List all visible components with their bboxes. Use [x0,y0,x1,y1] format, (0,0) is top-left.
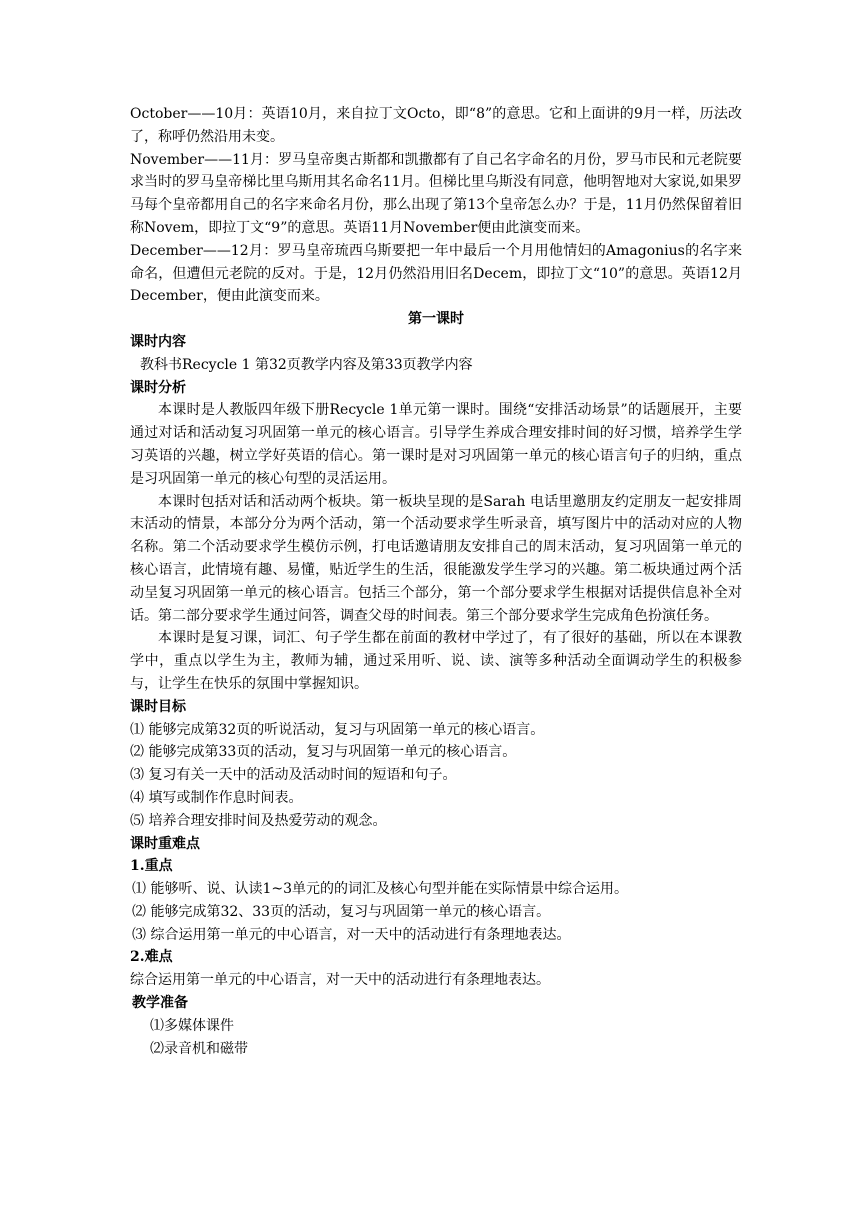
difficult-points-heading: 2.难点 [130,949,173,966]
month-paragraph-november: November——11月：罗马皇帝奥古斯都和凯撒都有了自己名字命名的月份，罗马市民和元老院要求当时的罗马皇帝梯比里乌斯用其名命名11月。但梯比里乌斯没有同意，他明智地对大家说,如果罗马每个皇帝都用自己的名字来命名月份，那么出现了第13个皇帝怎么办？于是，11月仍然保留着旧称Novem，即拉丁文“9”的意思。英语11月November便由此演变而来。 [130,151,742,236]
key-point-item: ⑵ 能够完成第32、33页的活动，复习与巩固第一单元的核心语言。 [132,903,551,920]
goals-heading: 课时目标 [130,698,186,715]
goal-item: ⑵ 能够完成第33页的活动，复习与巩固第一单元的核心语言。 [130,744,517,761]
key-point-item: ⑴ 能够听、说、认读1~3单元的的词汇及核心句型并能在实际情景中综合运用。 [132,881,628,898]
analysis-heading: 课时分析 [130,379,186,396]
analysis-paragraph: 本课时包括对话和活动两个板块。第一板块呈现的是Sarah 电话里邀朋友约定朋友一起安排周末活动的情景，本部分分为两个活动，第一个活动要求学生听录音，填写图片中的活动对应的人物名称。第二个活动要求学生模仿示例，打电话邀请朋友安排自己的周末活动，复习巩固第一单元的核心语言，此情境有趣、易懂，贴近学生的生活，很能激发学生学习的兴趣。第二板块通过两个活动呈复习巩固第一单元的核心语言。包括三个部分，第一个部分要求学生根据对话提供信息补全对话。第二部分要求学生通过问答，调查父母的时间表。第三个部分要求学生完成角色扮演任务。 [130,493,742,624]
month-paragraph-december: December——12月：罗马皇帝琉西乌斯要把一年中最后一个月用他情妇的Amagonius的名字来命名，但遭但元老院的反对。于是，12月仍然沿用旧名Decem，即拉丁文“10”的意思。英语12月December，便由此演变而来。 [130,242,742,305]
analysis-paragraph: 本课时是复习课，词汇、句子学生都在前面的教材中学过了，有了很好的基础，所以在本课教学中，重点以学生为主，教师为辅，通过采用听、说、读、演等多种活动全面调动学生的积极参与，让学生在快乐的氛围中掌握知识。 [130,630,742,692]
difficult-point-text: 综合运用第一单元的中心语言，对一天中的活动进行有条理地表达。 [130,972,550,989]
key-point-item: ⑶ 综合运用第一单元的中心语言，对一天中的活动进行有条理地表达。 [132,926,571,943]
goal-item: ⑷ 填写或制作作息时间表。 [130,789,303,806]
content-heading: 课时内容 [130,333,186,350]
key-points-heading: 1.重点 [130,858,173,875]
document-page [130,103,742,1060]
goal-item: ⑸ 培养合理安排时间及热爱劳动的观念。 [130,812,387,829]
content-text: 教科书Recycle 1 第32页教学内容及第33页教学内容 [140,356,473,373]
goal-item: ⑶ 复习有关一天中的活动及活动时间的短语和句子。 [130,767,457,784]
preparation-item: ⑵录音机和磁带 [150,1040,248,1057]
goal-item: ⑴ 能够完成第32页的听说活动，复习与巩固第一单元的核心语言。 [130,721,545,738]
preparation-heading: 教学准备 [132,995,188,1012]
month-paragraph-october: October——10月：英语10月，来自拉丁文Octo，即“8”的意思。它和上面讲的9月一样，历法改了，称呼仍然沿用未变。 [130,106,742,145]
preparation-item: ⑴多媒体课件 [150,1017,234,1034]
analysis-paragraph: 本课时是人教版四年级下册Recycle 1单元第一课时。围绕“安排活动场景”的话题展开，主要通过对话和活动复习巩固第一单元的核心语言。引导学生养成合理安排时间的好习惯，培养学生学习英语的兴趣，树立学好英语的信心。第一课时是对习巩固第一单元的核心语言句子的归纳，重点是习巩固第一单元的核心句型的灵活运用。 [130,402,742,487]
lesson-title: 第一课时 [408,311,464,328]
key-difficult-heading: 课时重难点 [130,835,200,852]
